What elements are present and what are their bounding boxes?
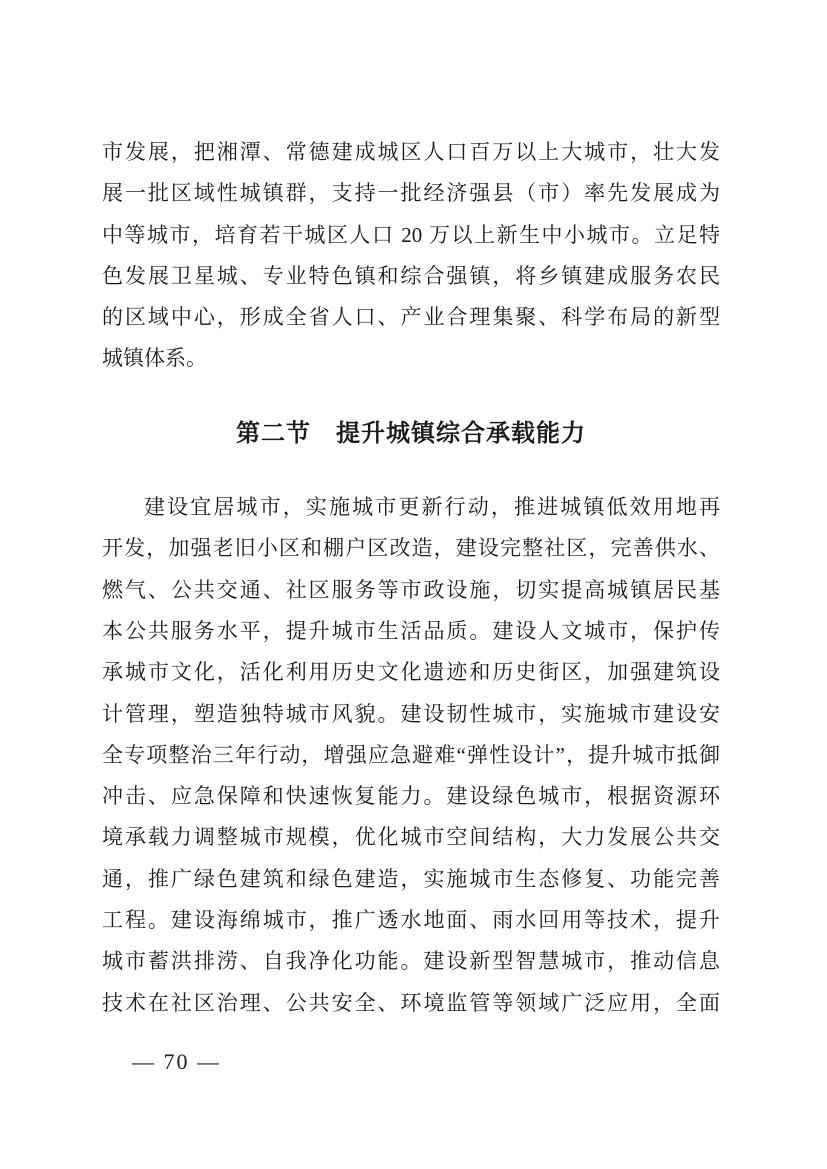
text-line: 中等城市，培育若干城区人口 20 万以上新生中小城市。立足特 — [102, 222, 720, 247]
text-line: 建设宜居城市，实施城市更新行动，推进城镇低效用地再 — [144, 495, 720, 520]
text-line: 燃气、公共交通、社区服务等市政设施，切实提高城镇居民基 — [102, 577, 720, 602]
section-heading: 第二节 提升城镇综合承载能力 — [236, 420, 586, 447]
paragraph-body — [102, 487, 720, 1024]
text-line: 冲击、应急保障和快速恢复能力。建设绿色城市，根据资源环 — [102, 784, 720, 809]
text-line: 展一批区域性城镇群，支持一批经济强县（市）率先发展成为 — [102, 181, 720, 206]
text-line: 城镇体系。 — [102, 346, 207, 371]
text-line: 境承载力调整城市规模，优化城市空间结构，大力发展公共交 — [102, 825, 720, 850]
text-line: 通，推广绿色建筑和绿色建造，实施城市生态修复、功能完善 — [102, 866, 720, 891]
text-line: 本公共服务水平，提升城市生活品质。建设人文城市，保护传 — [102, 618, 720, 643]
text-line: 城市蓄洪排涝、自我净化功能。建设新型智慧城市，推动信息 — [102, 949, 720, 974]
text-line: 的区域中心，形成全省人口、产业合理集聚、科学布局的新型 — [102, 305, 720, 330]
text-line: 开发，加强老旧小区和棚户区改造，建设完整社区，完善供水、 — [102, 536, 720, 561]
text-line: 市发展，把湘潭、常德建成城区人口百万以上大城市，壮大发 — [102, 140, 720, 164]
text-line: 色发展卫星城、专业特色镇和综合强镇，将乡镇建成服务农民 — [102, 263, 720, 288]
text-line: 全专项整治三年行动，增强应急避难“弹性设计”，提升城市抵御 — [102, 742, 720, 767]
text-line: 工程。建设海绵城市，推广透水地面、雨水回用等技术，提升 — [102, 908, 720, 933]
text-line: 计管理，塑造独特城市风貌。建设韧性城市，实施城市建设安 — [102, 701, 720, 726]
page-number: — 70 — — [132, 1049, 221, 1074]
text-block — [102, 132, 720, 1024]
text-line: 技术在社区治理、公共安全、环境监管等领域广泛应用，全面 — [102, 990, 720, 1015]
text-line: 承城市文化，活化利用历史文化遗迹和历史街区，加强建筑设 — [102, 660, 720, 685]
paragraph-continuation — [102, 132, 720, 380]
